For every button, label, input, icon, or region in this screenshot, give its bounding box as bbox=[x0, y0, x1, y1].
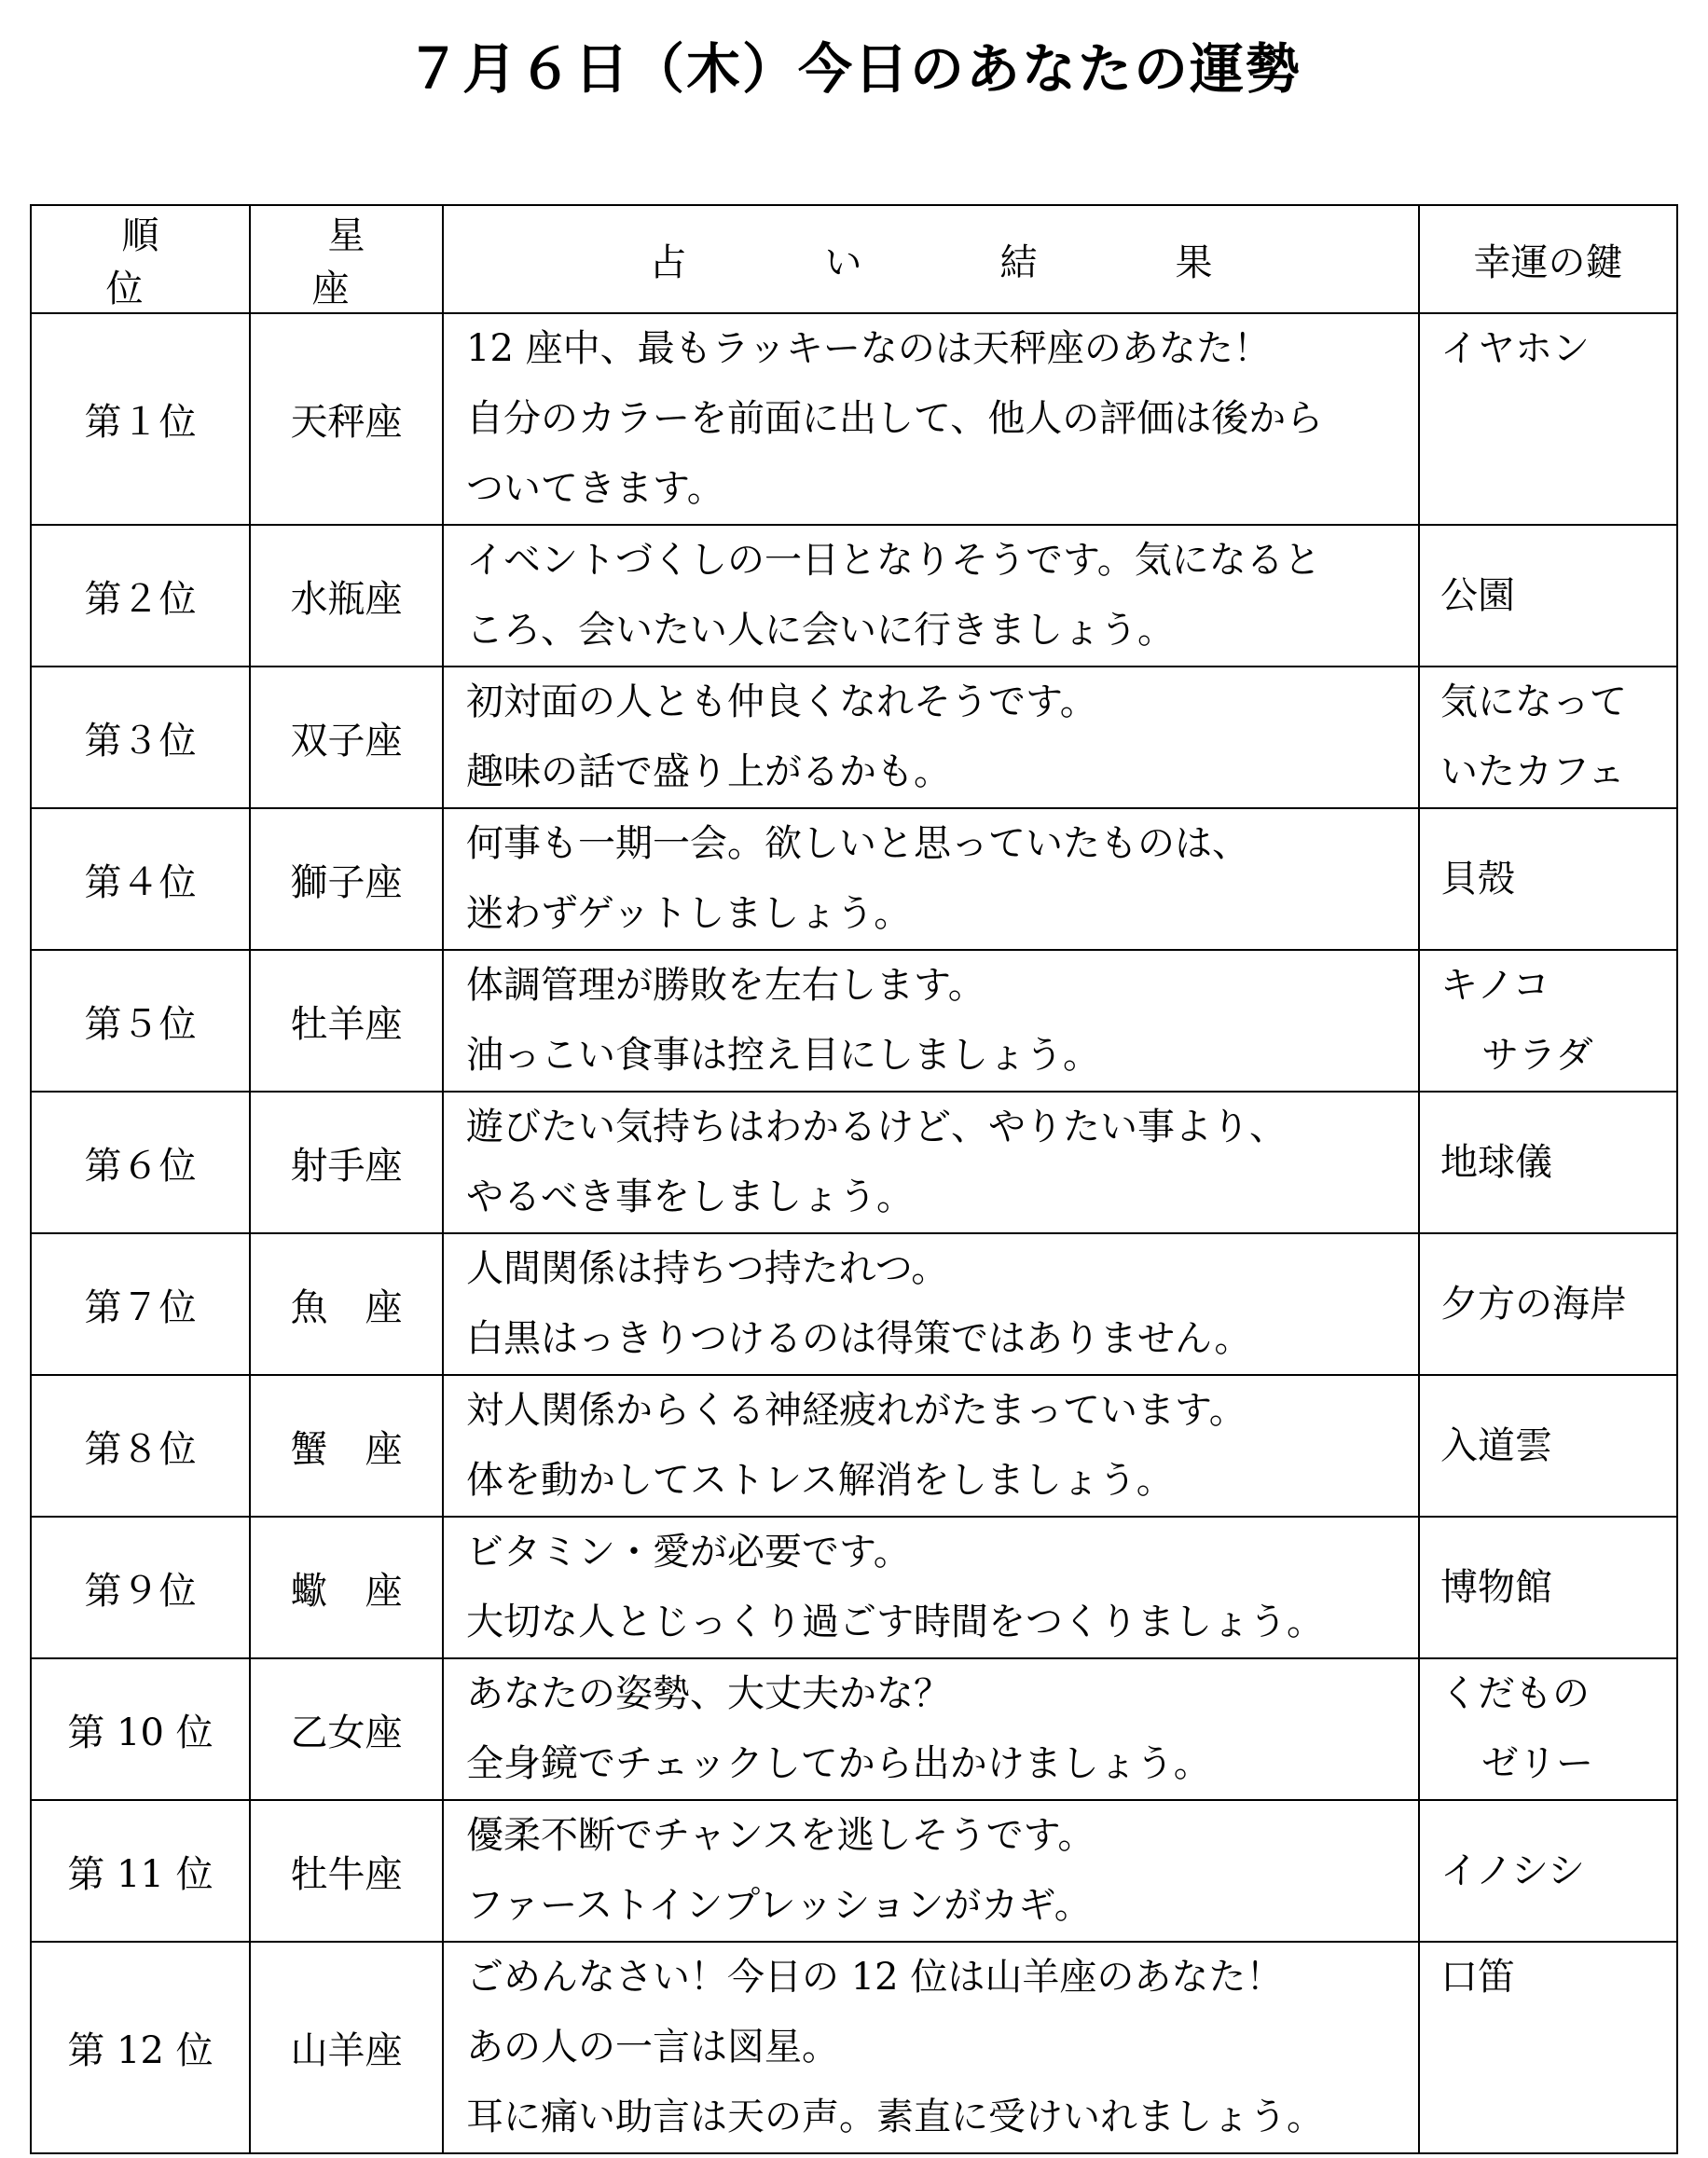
lucky-key-cell bbox=[1419, 1658, 1677, 1800]
fortune-result-line: ついてきます。 bbox=[466, 467, 724, 510]
zodiac-sign-cell: 牡羊座 bbox=[250, 950, 443, 1092]
fortune-result-line: ごめんなさい！今日の 12 位は山羊座のあなた！ bbox=[466, 1956, 1284, 1999]
zodiac-sign-cell: 天秤座 bbox=[250, 313, 443, 525]
fortune-result-line: ビタミン・愛が必要です。 bbox=[466, 1531, 911, 1574]
lucky-key-line: 公園 bbox=[1440, 573, 1515, 617]
fortune-result-cell bbox=[443, 667, 1419, 808]
table-row bbox=[31, 667, 1677, 808]
lucky-key-line: 地球儀 bbox=[1440, 1140, 1552, 1184]
lucky-key-cell bbox=[1419, 313, 1677, 525]
lucky-key-cell bbox=[1419, 1517, 1677, 1658]
fortune-table bbox=[30, 204, 1678, 2154]
zodiac-sign-cell: 乙女座 bbox=[250, 1658, 443, 1800]
rank-cell: 第 10 位 bbox=[31, 1658, 250, 1800]
fortune-result-line: 12 座中、最もラッキーなのは天秤座のあなた！ bbox=[466, 327, 1271, 370]
fortune-result-line: 初対面の人とも仲良くなれそうです。 bbox=[466, 680, 1097, 723]
header-sign: 星 座 bbox=[250, 205, 443, 313]
table-row bbox=[31, 950, 1677, 1092]
fortune-result-cell bbox=[443, 808, 1419, 950]
rank-cell: 第 12 位 bbox=[31, 1942, 250, 2153]
lucky-key-line: ゼリー bbox=[1481, 1742, 1593, 1785]
fortune-result-cell bbox=[443, 950, 1419, 1092]
lucky-key-cell bbox=[1419, 1942, 1677, 2153]
rank-cell: 第９位 bbox=[31, 1517, 250, 1658]
lucky-key-cell bbox=[1419, 1800, 1677, 1942]
fortune-result-line: 趣味の話で盛り上がるかも。 bbox=[466, 750, 951, 793]
zodiac-sign-cell: 水瓶座 bbox=[250, 525, 443, 667]
zodiac-sign-cell: 射手座 bbox=[250, 1092, 443, 1233]
table-row bbox=[31, 1942, 1677, 2153]
lucky-key-line: イノシシ bbox=[1440, 1849, 1585, 1892]
zodiac-sign-cell: 双子座 bbox=[250, 667, 443, 808]
zodiac-sign-cell: 魚 座 bbox=[250, 1233, 443, 1375]
fortune-result-line: 何事も一期一会。欲しいと思っていたものは、 bbox=[466, 822, 1249, 865]
rank-cell: 第４位 bbox=[31, 808, 250, 950]
table-row bbox=[31, 808, 1677, 950]
lucky-key-line: 貝殻 bbox=[1440, 857, 1515, 900]
header-result: 占 い 結 果 bbox=[443, 205, 1419, 313]
fortune-result-line: 白黒はっきりつけるのは得策ではありません。 bbox=[466, 1317, 1252, 1360]
fortune-result-cell bbox=[443, 313, 1419, 525]
table-row bbox=[31, 1375, 1677, 1517]
page-title: ７月６日（木）今日のあなたの運勢 bbox=[406, 37, 1302, 101]
lucky-key-line: 口笛 bbox=[1440, 1956, 1515, 1999]
table-row bbox=[31, 1233, 1677, 1375]
lucky-key-line: くだもの bbox=[1440, 1672, 1590, 1715]
fortune-result-line: イベントづくしの一日となりそうです。気になると bbox=[466, 539, 1321, 582]
header-rank: 順 位 bbox=[31, 205, 250, 313]
fortune-result-cell bbox=[443, 1800, 1419, 1942]
fortune-result-line: 体調管理が勝敗を左右します。 bbox=[466, 964, 985, 1007]
lucky-key-line: 博物館 bbox=[1440, 1565, 1552, 1609]
lucky-key-line: 気になって bbox=[1440, 680, 1627, 723]
fortune-result-cell bbox=[443, 1092, 1419, 1233]
rank-cell: 第５位 bbox=[31, 950, 250, 1092]
fortune-result-cell bbox=[443, 1233, 1419, 1375]
fortune-result-line: 全身鏡でチェックしてから出かけましょう。 bbox=[466, 1742, 1211, 1785]
rank-cell: 第８位 bbox=[31, 1375, 250, 1517]
fortune-result-line: あの人の一言は図星。 bbox=[466, 2026, 839, 2069]
fortune-result-line: 体を動かしてストレス解消をしましょう。 bbox=[466, 1459, 1174, 1502]
fortune-result-line: やるべき事をしましょう。 bbox=[466, 1175, 914, 1218]
lucky-key-line: サラダ bbox=[1481, 1034, 1593, 1077]
lucky-key-cell bbox=[1419, 525, 1677, 667]
table-row bbox=[31, 1800, 1677, 1942]
fortune-result-cell bbox=[443, 1658, 1419, 1800]
lucky-key-cell bbox=[1419, 667, 1677, 808]
lucky-key-cell bbox=[1419, 1233, 1677, 1375]
lucky-key-line: キノコ bbox=[1440, 964, 1550, 1007]
fortune-result-line: 迷わずゲットしましょう。 bbox=[466, 892, 912, 935]
table-row bbox=[31, 1092, 1677, 1233]
fortune-result-cell bbox=[443, 1942, 1419, 2153]
rank-cell: 第 11 位 bbox=[31, 1800, 250, 1942]
fortune-result-cell bbox=[443, 1517, 1419, 1658]
header-key: 幸運の鍵 bbox=[1419, 205, 1677, 313]
rank-cell: 第３位 bbox=[31, 667, 250, 808]
zodiac-sign-cell: 山羊座 bbox=[250, 1942, 443, 2153]
table-header-row bbox=[31, 205, 1677, 313]
rank-cell: 第７位 bbox=[31, 1233, 250, 1375]
lucky-key-cell bbox=[1419, 1375, 1677, 1517]
zodiac-sign-cell: 蟹 座 bbox=[250, 1375, 443, 1517]
lucky-key-cell bbox=[1419, 950, 1677, 1092]
lucky-key-cell bbox=[1419, 808, 1677, 950]
rank-cell: 第２位 bbox=[31, 525, 250, 667]
fortune-result-line: 大切な人とじっくり過ごす時間をつくりましょう。 bbox=[466, 1601, 1324, 1643]
fortune-result-line: 優柔不断でチャンスを逃しそうです。 bbox=[466, 1814, 1095, 1857]
fortune-result-line: 遊びたい気持ちはわかるけど、やりたい事より、 bbox=[466, 1106, 1287, 1148]
zodiac-sign-cell: 獅子座 bbox=[250, 808, 443, 950]
fortune-result-line: 人間関係は持ちつ持たれつ。 bbox=[466, 1247, 949, 1290]
rank-cell: 第６位 bbox=[31, 1092, 250, 1233]
fortune-result-line: 対人関係からくる神経疲れがたまっています。 bbox=[466, 1389, 1247, 1432]
table-row bbox=[31, 313, 1677, 525]
lucky-key-line: 夕方の海岸 bbox=[1440, 1282, 1627, 1326]
fortune-result-line: ファーストインプレッションがカギ。 bbox=[466, 1884, 1092, 1927]
table-row bbox=[31, 1517, 1677, 1658]
fortune-result-line: 油っこい食事は控え目にしましょう。 bbox=[466, 1034, 1100, 1077]
lucky-key-line: イヤホン bbox=[1440, 327, 1590, 370]
fortune-result-cell bbox=[443, 525, 1419, 667]
table-row bbox=[31, 525, 1677, 667]
zodiac-sign-cell: 牡牛座 bbox=[250, 1800, 443, 1942]
rank-cell: 第１位 bbox=[31, 313, 250, 525]
fortune-result-line: 自分のカラーを前面に出して、他人の評価は後から bbox=[466, 397, 1324, 440]
lucky-key-cell bbox=[1419, 1092, 1677, 1233]
fortune-result-cell bbox=[443, 1375, 1419, 1517]
table-row bbox=[31, 1658, 1677, 1800]
fortune-result-line: あなたの姿勢、大丈夫かな？ bbox=[466, 1672, 951, 1715]
fortune-result-line: ころ、会いたい人に会いに行きましょう。 bbox=[466, 609, 1175, 652]
lucky-key-line: いたカフェ bbox=[1440, 750, 1625, 793]
zodiac-sign-cell: 蠍 座 bbox=[250, 1517, 443, 1658]
lucky-key-line: 入道雲 bbox=[1440, 1423, 1552, 1467]
fortune-result-line: 耳に痛い助言は天の声。素直に受けいれましょう。 bbox=[466, 2096, 1324, 2138]
